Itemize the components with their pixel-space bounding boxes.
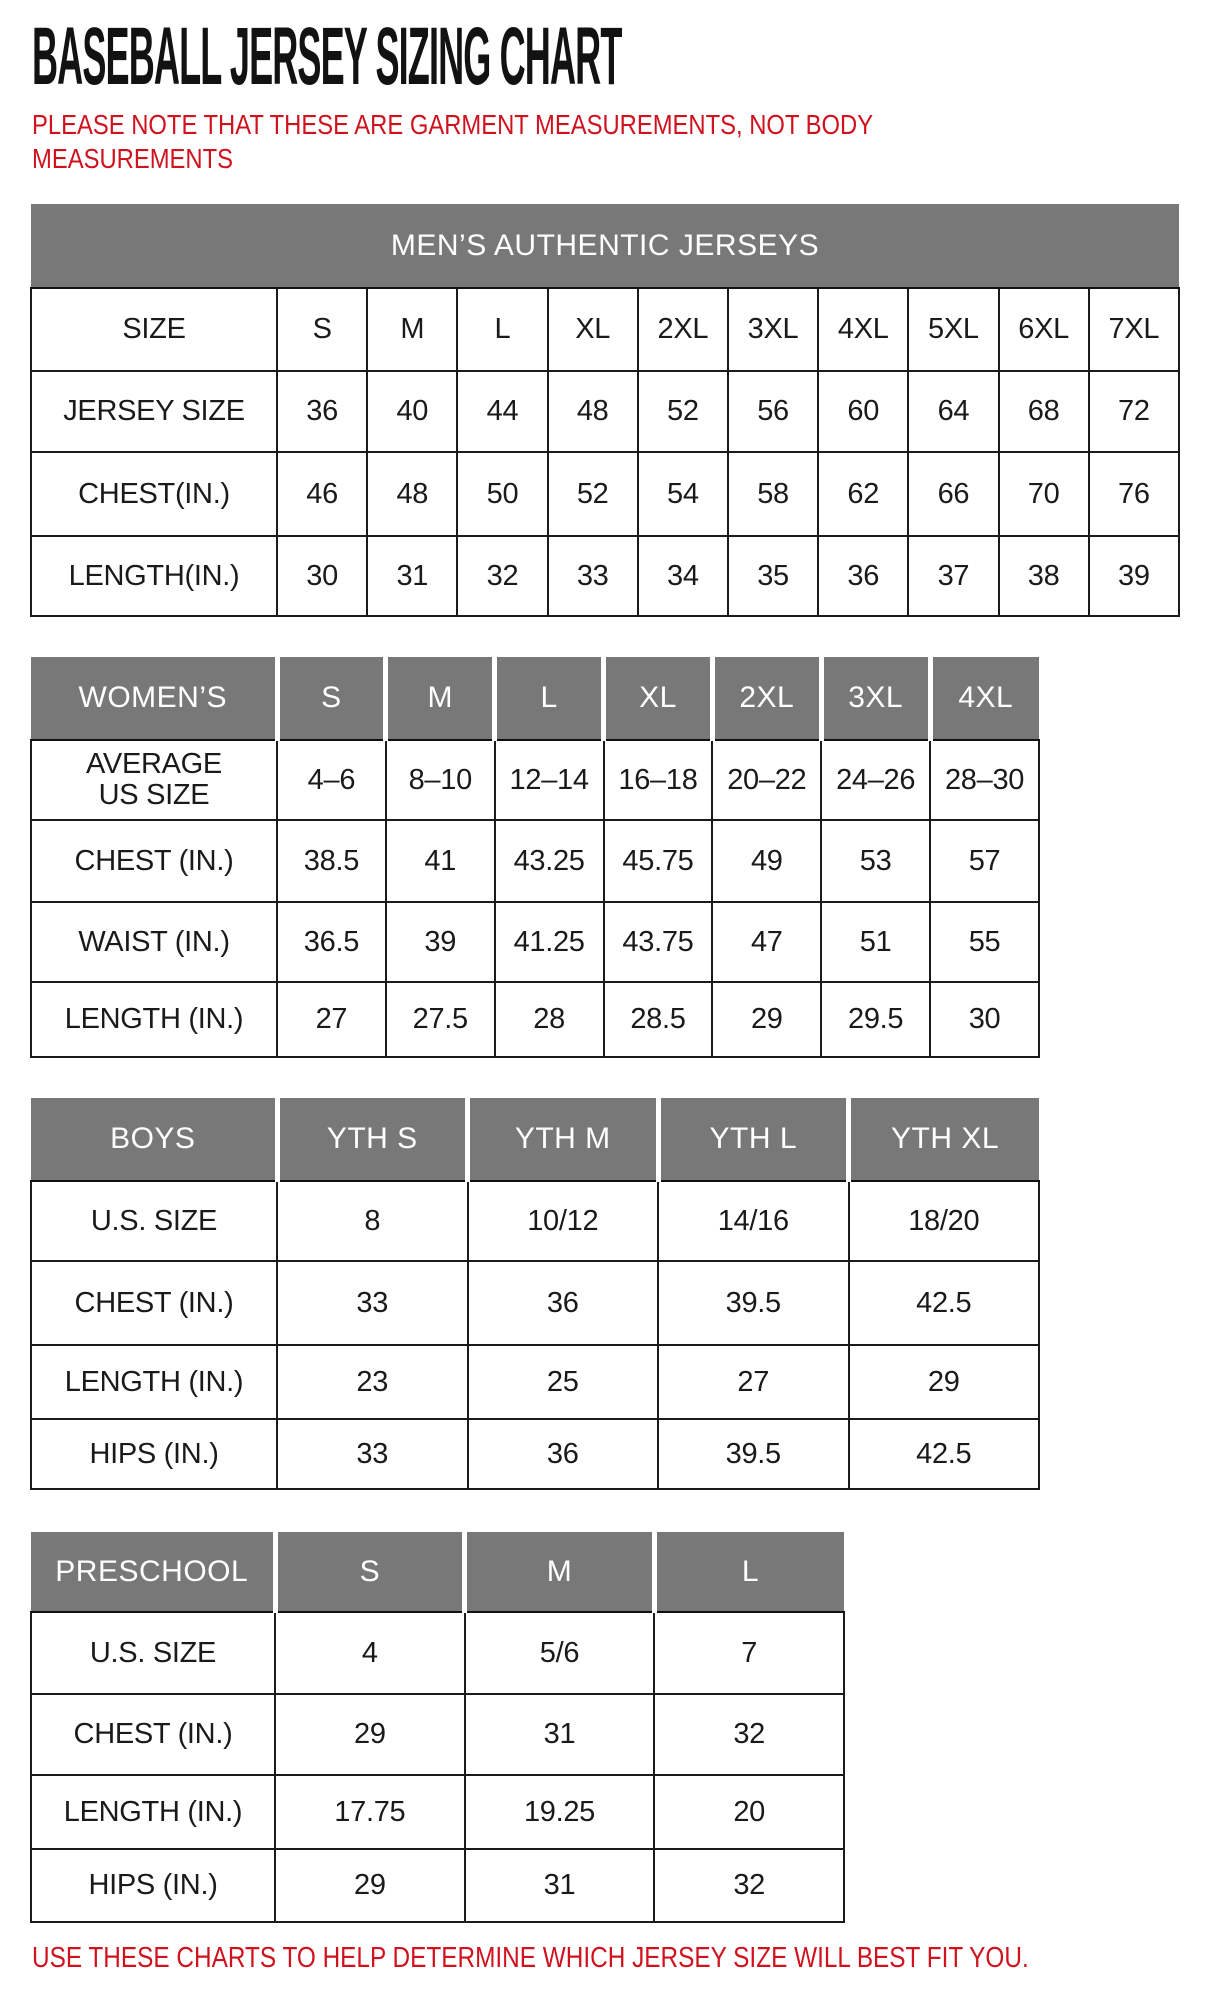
value-cell: 39.5 xyxy=(658,1261,849,1345)
value-cell: 19.25 xyxy=(465,1775,655,1849)
table-row xyxy=(31,740,1039,820)
row-label: HIPS (IN.) xyxy=(31,1419,277,1489)
value-cell: 27 xyxy=(277,982,386,1057)
size-cell: S xyxy=(277,288,367,371)
value-cell: 30 xyxy=(930,982,1039,1057)
value-cell: 17.75 xyxy=(275,1775,465,1849)
value-cell: 39 xyxy=(1089,536,1179,616)
value-cell: 58 xyxy=(728,452,818,536)
value-cell: 36 xyxy=(468,1419,659,1489)
garment-note-text: PLEASE NOTE THAT THESE ARE GARMENT MEASUREMENTS, NOT BODY MEASUREMENTS xyxy=(32,109,873,174)
value-cell: 20–22 xyxy=(712,740,821,820)
value-cell: 27 xyxy=(658,1345,849,1419)
row-label: LENGTH (IN.) xyxy=(31,982,277,1057)
value-cell: 42.5 xyxy=(849,1261,1040,1345)
row-label: U.S. SIZE xyxy=(31,1612,275,1694)
size-header-cell: M xyxy=(465,1532,655,1612)
value-cell: 48 xyxy=(367,452,457,536)
value-cell: 70 xyxy=(999,452,1089,536)
value-cell: 4–6 xyxy=(277,740,386,820)
value-cell: 18/20 xyxy=(849,1181,1040,1261)
value-cell: 46 xyxy=(277,452,367,536)
size-cell: XL xyxy=(548,288,638,371)
size-cell: 2XL xyxy=(638,288,728,371)
value-cell: 33 xyxy=(277,1419,468,1489)
value-cell: 4 xyxy=(275,1612,465,1694)
size-cell: 5XL xyxy=(908,288,998,371)
value-cell: 52 xyxy=(548,452,638,536)
row-label: WAIST (IN.) xyxy=(31,902,277,982)
value-cell: 10/12 xyxy=(468,1181,659,1261)
preschool-table-title: PRESCHOOL xyxy=(31,1532,275,1612)
row-label: LENGTH(IN.) xyxy=(31,536,277,616)
womens-sizing-table xyxy=(30,657,1040,1058)
size-cell: 6XL xyxy=(999,288,1089,371)
table-row xyxy=(31,1612,844,1694)
value-cell: 37 xyxy=(908,536,998,616)
table-row xyxy=(31,902,1039,982)
size-header-cell: XL xyxy=(604,657,713,740)
value-cell: 76 xyxy=(1089,452,1179,536)
page-title-text: BASEBALL JERSEY SIZING CHART xyxy=(32,11,622,102)
value-cell: 39 xyxy=(386,902,495,982)
value-cell: 39.5 xyxy=(658,1419,849,1489)
table-row xyxy=(31,1345,1039,1419)
womens-table-title: WOMEN’S xyxy=(31,657,277,740)
value-cell: 54 xyxy=(638,452,728,536)
value-cell: 12–14 xyxy=(495,740,604,820)
size-cell: 4XL xyxy=(818,288,908,371)
table-row xyxy=(31,1419,1039,1489)
value-cell: 57 xyxy=(930,820,1039,902)
value-cell: 44 xyxy=(457,371,547,452)
table-row xyxy=(31,1261,1039,1345)
table-row xyxy=(31,452,1179,536)
value-cell: 36 xyxy=(277,371,367,452)
value-cell: 20 xyxy=(654,1775,844,1849)
size-cell: 7XL xyxy=(1089,288,1179,371)
value-cell: 29 xyxy=(712,982,821,1057)
value-cell: 5/6 xyxy=(465,1612,655,1694)
value-cell: 43.75 xyxy=(604,902,713,982)
size-header-cell: 2XL xyxy=(712,657,821,740)
boys-table-title: BOYS xyxy=(31,1098,277,1181)
value-cell: 32 xyxy=(654,1849,844,1922)
row-label: SIZE xyxy=(31,288,277,371)
row-label: JERSEY SIZE xyxy=(31,371,277,452)
value-cell: 36.5 xyxy=(277,902,386,982)
value-cell: 68 xyxy=(999,371,1089,452)
table-row xyxy=(31,288,1179,371)
value-cell: 31 xyxy=(465,1694,655,1775)
value-cell: 27.5 xyxy=(386,982,495,1057)
value-cell: 40 xyxy=(367,371,457,452)
size-cell: M xyxy=(367,288,457,371)
size-header-cell: YTH L xyxy=(658,1098,849,1181)
row-label: U.S. SIZE xyxy=(31,1181,277,1261)
boys-band-row xyxy=(31,1098,1039,1181)
preschool-sizing-table xyxy=(30,1532,845,1923)
size-header-cell: 3XL xyxy=(821,657,930,740)
value-cell: 48 xyxy=(548,371,638,452)
value-cell: 56 xyxy=(728,371,818,452)
table-row xyxy=(31,536,1179,616)
value-cell: 34 xyxy=(638,536,728,616)
value-cell: 36 xyxy=(818,536,908,616)
value-cell: 41.25 xyxy=(495,902,604,982)
size-header-cell: L xyxy=(495,657,604,740)
value-cell: 38 xyxy=(999,536,1089,616)
garment-note xyxy=(32,108,1220,178)
value-cell: 29 xyxy=(275,1849,465,1922)
value-cell: 66 xyxy=(908,452,998,536)
row-label-text: AVERAGE US SIZE xyxy=(86,748,222,811)
row-label: CHEST (IN.) xyxy=(31,1694,275,1775)
value-cell: 32 xyxy=(654,1694,844,1775)
value-cell: 25 xyxy=(468,1345,659,1419)
size-header-cell: S xyxy=(277,657,386,740)
fit-advice-note xyxy=(32,1941,1220,1977)
row-label: CHEST(IN.) xyxy=(31,452,277,536)
value-cell: 60 xyxy=(818,371,908,452)
value-cell: 51 xyxy=(821,902,930,982)
value-cell: 24–26 xyxy=(821,740,930,820)
value-cell: 36 xyxy=(468,1261,659,1345)
value-cell: 28–30 xyxy=(930,740,1039,820)
womens-band-row xyxy=(31,657,1039,740)
size-cell: L xyxy=(457,288,547,371)
value-cell: 41 xyxy=(386,820,495,902)
value-cell: 35 xyxy=(728,536,818,616)
value-cell: 7 xyxy=(654,1612,844,1694)
table-row xyxy=(31,371,1179,452)
value-cell: 29 xyxy=(849,1345,1040,1419)
table-row xyxy=(31,820,1039,902)
value-cell: 28 xyxy=(495,982,604,1057)
value-cell: 72 xyxy=(1089,371,1179,452)
value-cell: 52 xyxy=(638,371,728,452)
value-cell: 29 xyxy=(275,1694,465,1775)
value-cell: 53 xyxy=(821,820,930,902)
value-cell: 31 xyxy=(465,1849,655,1922)
value-cell: 33 xyxy=(277,1261,468,1345)
table-row xyxy=(31,982,1039,1057)
value-cell: 64 xyxy=(908,371,998,452)
value-cell: 30 xyxy=(277,536,367,616)
value-cell: 29.5 xyxy=(821,982,930,1057)
value-cell: 47 xyxy=(712,902,821,982)
value-cell: 50 xyxy=(457,452,547,536)
mens-band-row xyxy=(31,204,1179,288)
size-header-cell: S xyxy=(275,1532,465,1612)
table-row xyxy=(31,1181,1039,1261)
preschool-band-row xyxy=(31,1532,844,1612)
value-cell: 28.5 xyxy=(604,982,713,1057)
row-label: LENGTH (IN.) xyxy=(31,1775,275,1849)
size-header-cell: YTH XL xyxy=(849,1098,1040,1181)
value-cell: 14/16 xyxy=(658,1181,849,1261)
mens-table-title: MEN’S AUTHENTIC JERSEYS xyxy=(31,204,1179,288)
size-header-cell: YTH M xyxy=(468,1098,659,1181)
size-header-cell: L xyxy=(654,1532,844,1612)
size-header-cell: 4XL xyxy=(930,657,1039,740)
row-label: CHEST (IN.) xyxy=(31,820,277,902)
value-cell: 8–10 xyxy=(386,740,495,820)
sizing-chart-page xyxy=(0,11,1220,1990)
size-header-cell: YTH S xyxy=(277,1098,468,1181)
value-cell: 31 xyxy=(367,536,457,616)
value-cell: 38.5 xyxy=(277,820,386,902)
value-cell: 55 xyxy=(930,902,1039,982)
boys-sizing-table xyxy=(30,1098,1040,1490)
table-row xyxy=(31,1694,844,1775)
value-cell: 45.75 xyxy=(604,820,713,902)
page-title xyxy=(32,11,1220,102)
size-header-cell: M xyxy=(386,657,495,740)
value-cell: 62 xyxy=(818,452,908,536)
value-cell: 43.25 xyxy=(495,820,604,902)
value-cell: 32 xyxy=(457,536,547,616)
value-cell: 8 xyxy=(277,1181,468,1261)
mens-sizing-table xyxy=(30,204,1180,617)
size-cell: 3XL xyxy=(728,288,818,371)
value-cell: 42.5 xyxy=(849,1419,1040,1489)
table-row xyxy=(31,1849,844,1922)
row-label xyxy=(31,740,277,820)
table-row xyxy=(31,1775,844,1849)
value-cell: 16–18 xyxy=(604,740,713,820)
fit-advice-text: USE THESE CHARTS TO HELP DETERMINE WHICH JERSEY SIZE WILL BEST FIT YOU. xyxy=(32,1942,1029,1974)
value-cell: 49 xyxy=(712,820,821,902)
row-label: CHEST (IN.) xyxy=(31,1261,277,1345)
value-cell: 23 xyxy=(277,1345,468,1419)
row-label: HIPS (IN.) xyxy=(31,1849,275,1922)
row-label: LENGTH (IN.) xyxy=(31,1345,277,1419)
value-cell: 33 xyxy=(548,536,638,616)
